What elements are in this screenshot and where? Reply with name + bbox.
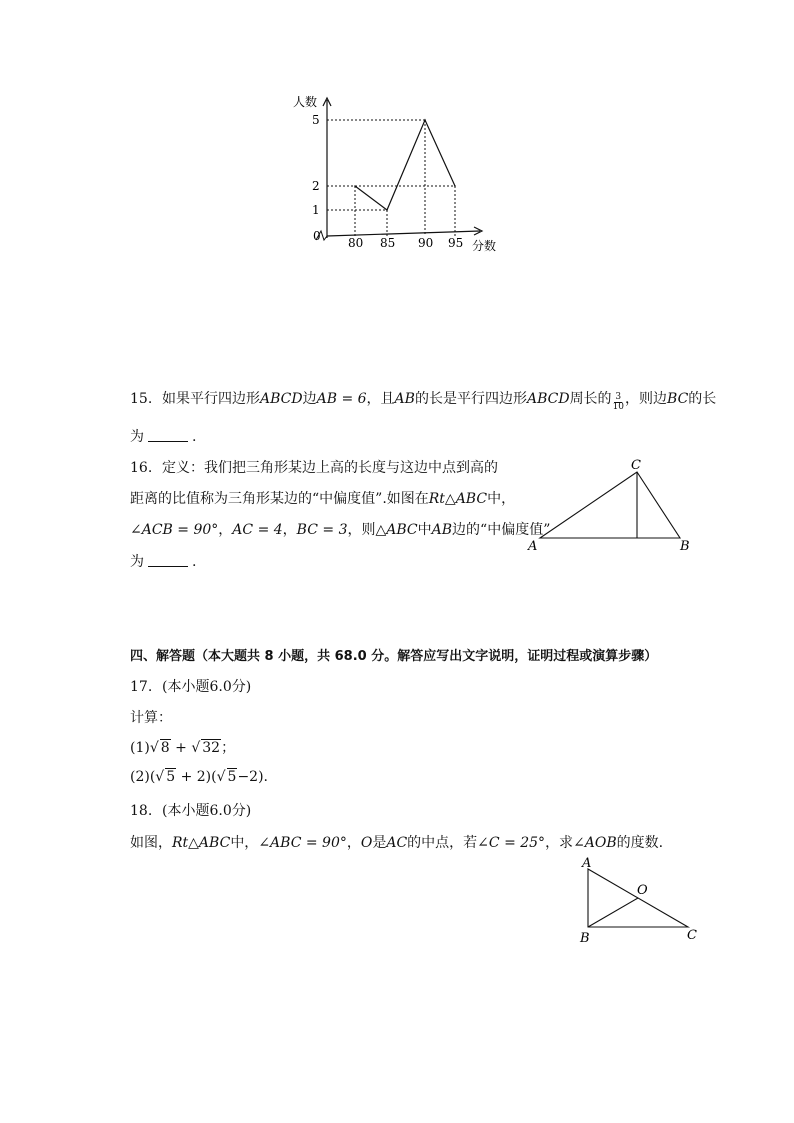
label-c: C — [631, 458, 641, 473]
x-tick-label: 90 — [418, 236, 434, 250]
q17-p2-label: (2)( — [130, 769, 156, 785]
label-b: B — [580, 931, 590, 946]
q18-text: 中， — [230, 835, 259, 851]
q15-bc: BC — [667, 391, 689, 407]
q18-score: (本小题6.0分) — [162, 803, 252, 819]
x-tick-label: 80 — [348, 236, 364, 250]
q15-text: ，则边 — [625, 391, 668, 407]
q15-text: 边 — [302, 391, 317, 407]
q16-ac: AC = 4 — [232, 522, 283, 538]
data-point — [454, 185, 456, 187]
q17-number: 17. — [130, 679, 153, 695]
q15-line2 — [130, 426, 196, 446]
segment-bo — [588, 898, 638, 927]
q17-end: −2). — [237, 769, 269, 785]
label-o: O — [637, 883, 648, 898]
q17-part1: (1)√ 8 + √ 32； — [130, 740, 236, 756]
q16-text: 中， — [487, 491, 516, 507]
q15-fraction: $\frac{3}{10}$ — [612, 392, 625, 412]
triangle-abc — [540, 472, 680, 538]
q18-angle-aob: ∠AOB — [573, 835, 617, 851]
q15-abcd: ABCD — [526, 391, 570, 407]
q15-text: 如果平行四边形 — [162, 391, 260, 407]
q18-triangle-figure — [575, 852, 700, 947]
q18-angle-abc: ∠ABC = 90° — [258, 835, 347, 851]
q16-rt: Rt△ABC — [428, 491, 488, 507]
q15-text: 周长的 — [569, 391, 612, 407]
q18-text: ，求 — [545, 835, 574, 851]
q18-o: O — [360, 835, 373, 851]
data-point — [354, 185, 356, 187]
q17-header — [130, 676, 251, 696]
q15-text: 的长 — [688, 391, 717, 407]
q17-score: (本小题6.0分) — [162, 679, 252, 695]
q16-end: . — [192, 554, 197, 570]
y-axis-label: 人数 — [293, 95, 318, 109]
q16-triangle-figure — [520, 455, 700, 560]
q18-text: 是 — [372, 835, 387, 851]
q15-end: . — [192, 429, 197, 445]
q18-text: 的中点，若 — [407, 835, 478, 851]
score-line-chart — [290, 90, 510, 260]
q16-text: ， — [218, 522, 233, 538]
q16-line2 — [130, 488, 515, 508]
q15-ab: AB — [394, 391, 415, 407]
q18-rt: Rt△ABC — [172, 835, 231, 851]
origin-label: 0 — [313, 229, 321, 243]
q16-text: 中 — [417, 522, 432, 538]
y-tick-label: 1 — [312, 203, 320, 217]
q16-text: 为 — [130, 554, 144, 570]
q15-answer-blank[interactable] — [148, 429, 188, 442]
q16-text: 距离的比值称为三角形某边的“中偏度值”.如图在 — [130, 491, 429, 507]
label-c: C — [687, 928, 697, 943]
y-tick-label: 5 — [312, 113, 320, 127]
q17-op: + 2)( — [176, 769, 217, 785]
section-4-title: 四、解答题（本大题共 8 小题，共 68.0 分。解答应写出文字说明，证明过程或演算步骤） — [130, 649, 658, 664]
q16-text: 定义：我们把三角形某边上高的长度与这边中点到高的 — [162, 460, 498, 476]
q17-radicand: 5 — [166, 769, 176, 785]
q18-header — [130, 800, 251, 820]
q17-radicand: 8 — [160, 740, 170, 756]
q15-abcd: ABCD — [260, 391, 303, 407]
q15-ab-eq: AB = 6 — [316, 391, 367, 407]
q17-part2: (2)(√ 5 + 2)(√ 5−2). — [130, 769, 269, 785]
data-point — [424, 119, 426, 121]
q17-p1-label: (1) — [130, 740, 150, 756]
data-point — [386, 209, 388, 211]
x-axis-label: 分数 — [472, 239, 497, 253]
q16-text: ，则 — [347, 522, 376, 538]
label-a: A — [582, 856, 592, 871]
label-b: B — [680, 539, 690, 554]
q16-number: 16. — [130, 460, 153, 476]
data-line — [355, 120, 455, 210]
q18-line1 — [130, 832, 663, 852]
q16-text: ， — [282, 522, 297, 538]
q16-tri: △ABC — [375, 522, 418, 538]
q17-end: ； — [221, 740, 236, 756]
q18-text: ， — [346, 835, 361, 851]
q15-line1 — [130, 388, 716, 412]
q15-number: 15. — [130, 391, 153, 407]
x-tick-label: 95 — [448, 236, 464, 250]
q17-radicand: 32 — [202, 740, 221, 756]
q16-line3 — [130, 519, 550, 539]
q17-op: + — [170, 740, 192, 756]
q16-angle: ∠ACB = 90° — [130, 522, 219, 538]
q16-bc: BC = 3 — [296, 522, 348, 538]
q16-line1 — [130, 457, 498, 477]
q15-text: 的长是平行四边形 — [414, 391, 527, 407]
q17-radicand: 5 — [227, 769, 237, 785]
q17-intro: 计算： — [130, 710, 172, 726]
q16-text: 边的“中偏度值” — [452, 522, 551, 538]
q16-ab: AB — [431, 522, 453, 538]
q18-ac: AC — [386, 835, 408, 851]
x-tick-label: 85 — [380, 236, 396, 250]
q16-line4 — [130, 551, 196, 571]
label-a: A — [528, 539, 538, 554]
q18-text: 的度数. — [616, 835, 664, 851]
q18-number: 18. — [130, 803, 153, 819]
q15-text: ，且 — [366, 391, 395, 407]
y-tick-label: 2 — [312, 179, 320, 193]
q18-angle-c: ∠C = 25° — [477, 835, 546, 851]
q15-text: 为 — [130, 429, 144, 445]
q18-text: 如图， — [130, 835, 172, 851]
q16-answer-blank[interactable] — [148, 554, 188, 567]
